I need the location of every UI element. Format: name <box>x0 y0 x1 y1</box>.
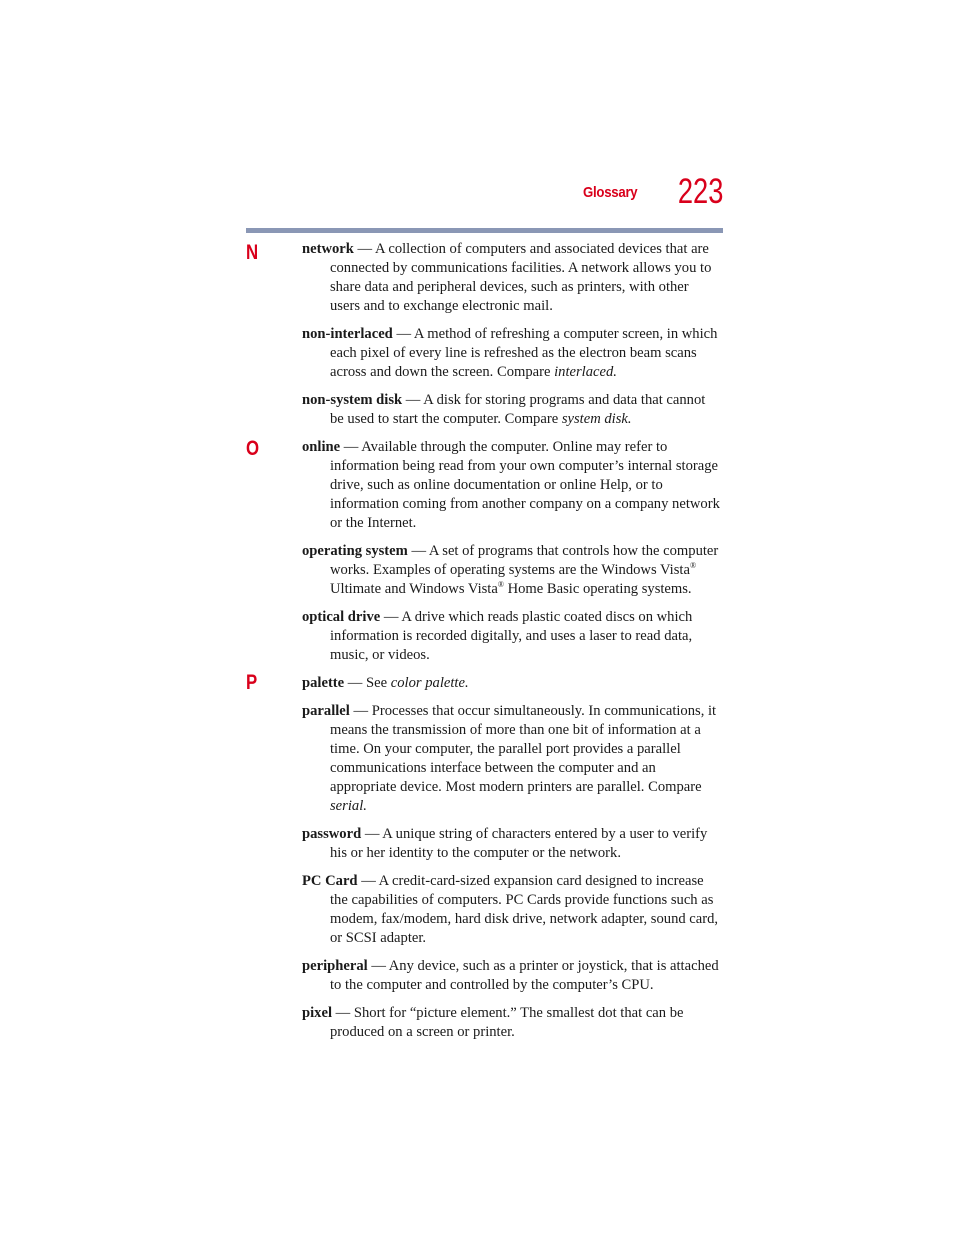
entry-term: palette <box>302 675 345 691</box>
entry-cross-reference: interlaced. <box>554 364 617 380</box>
glossary-entry-optical-drive <box>302 608 722 665</box>
entry-definition: — Available through the computer. Online may refer to information being read from your own computer’s internal storage drive, such as online documentation or online Help, or to information coming from another company on a company network or the Internet. <box>330 439 720 531</box>
entry-term: operating system <box>302 543 408 559</box>
glossary-entry-non-system-disk <box>302 391 722 429</box>
entry-term: pixel <box>302 1005 332 1021</box>
glossary-entry-pixel <box>302 1004 722 1042</box>
entry-definition: Ultimate and Windows Vista <box>330 581 498 597</box>
entry-term: network <box>302 241 354 257</box>
header-rule <box>246 228 723 233</box>
entry-term: online <box>302 439 341 455</box>
entry-cross-reference: serial. <box>330 798 367 814</box>
entry-definition: — A method of refreshing a computer screen, in which each pixel of every line is refreshed as the electron beam scans across and down the screen. Compare <box>330 326 718 380</box>
glossary-entry-parallel <box>302 702 722 816</box>
entry-term: non-system disk <box>302 392 403 408</box>
entry-definition: — A unique string of characters entered by a user to verify his or her identity to the computer or the network. <box>330 826 708 861</box>
entry-definition: — A collection of computers and associated devices that are connected by communications facilities. A network allows you to share data and peripheral devices, such as printers, with other users and to exchange electronic mail. <box>330 241 712 314</box>
entry-term: parallel <box>302 703 350 719</box>
letter-heading-p: P <box>246 671 258 694</box>
glossary-entry-online <box>302 438 722 533</box>
glossary-entry-palette <box>302 674 722 693</box>
glossary-entry-password <box>302 825 722 863</box>
entry-term: non-interlaced <box>302 326 393 342</box>
entry-cross-reference: color palette. <box>390 675 469 691</box>
entry-term: optical drive <box>302 609 381 625</box>
entry-definition: — Short for “picture element.” The smallest dot that can be produced on a screen or printer. <box>330 1005 684 1040</box>
entry-term: peripheral <box>302 958 368 974</box>
glossary-entries <box>302 240 722 1051</box>
glossary-entry-pc-card <box>302 872 722 948</box>
glossary-entry-non-interlaced <box>302 325 722 382</box>
entry-definition: Home Basic operating systems. <box>503 581 692 597</box>
entry-definition: — See <box>344 675 391 691</box>
registered-mark: ® <box>497 580 504 590</box>
letter-heading-n: N <box>246 241 259 264</box>
entry-term: PC Card <box>302 873 358 889</box>
letter-heading-o: O <box>246 437 260 460</box>
entry-definition: — A set of programs that controls how the computer works. Examples of operating systems are the Windows Vista <box>330 543 719 578</box>
glossary-entry-operating-system <box>302 542 722 599</box>
entry-definition: — A disk for storing programs and data that cannot be used to start the computer. Compare <box>330 392 706 427</box>
entry-definition: — A credit-card-sized expansion card designed to increase the capabilities of computers. PC Cards provide functions such as modem, fax/modem, hard disk drive, network adapter, sound card, or SCSI adapter. <box>330 873 719 946</box>
page-number: 223 <box>677 172 723 211</box>
entry-term: password <box>302 826 362 842</box>
entry-cross-reference: system disk. <box>561 411 632 427</box>
entry-definition: — A drive which reads plastic coated discs on which information is recorded digitally, and uses a laser to read data, music, or videos. <box>330 609 693 663</box>
glossary-entry-peripheral <box>302 957 722 995</box>
glossary-entry-network <box>302 240 722 316</box>
registered-mark: ® <box>689 561 697 571</box>
entry-definition: — Any device, such as a printer or joystick, that is attached to the computer and controlled by the computer’s CPU. <box>330 958 719 993</box>
section-title: Glossary <box>583 184 638 201</box>
entry-definition: — Processes that occur simultaneously. In communications, it means the transmission of more than one bit of information at a time. On your computer, the parallel port provides a parallel communications interface between the computer and an appropriate device. Most modern printers are parallel. Compare <box>330 703 717 795</box>
